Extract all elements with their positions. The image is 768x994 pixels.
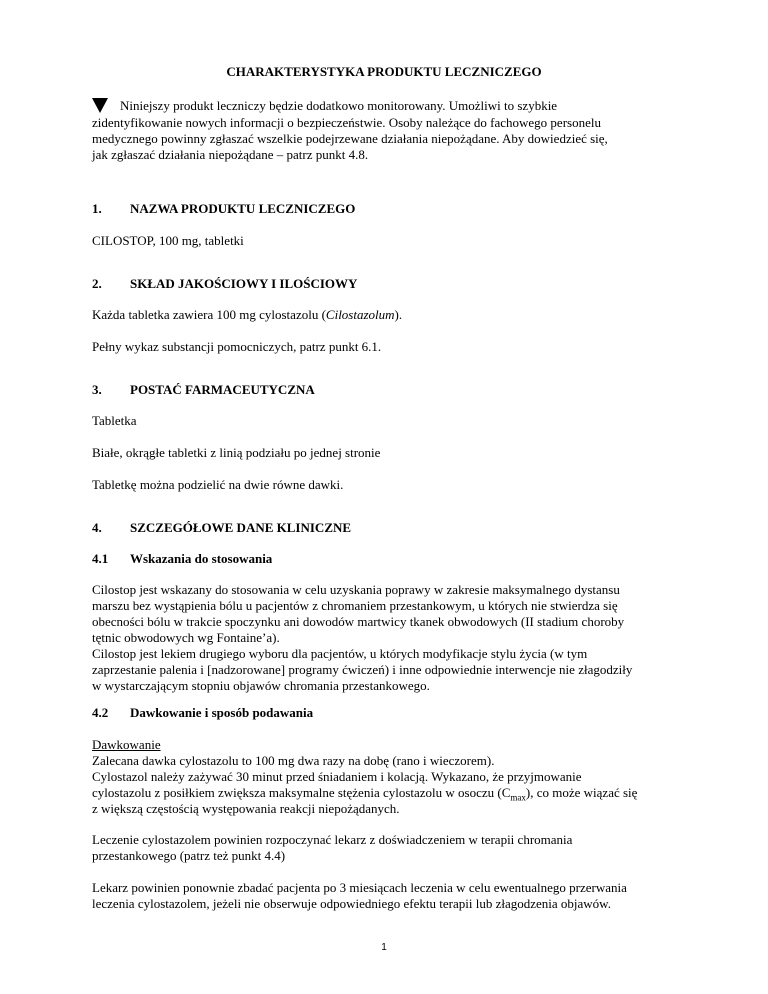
- section-2-composition: Każda tabletka zawiera 100 mg cylostazolu (Cilostazolum).: [92, 307, 403, 322]
- document-page: CHARAKTERYSTYKA PRODUKTU LECZNICZEGO Niniejszy produkt leczniczy będzie dodatkowo monitorowany. Umożliwi to szybkie zidentyfikowanie nowych informacji o bezpieczeństwie. Osoby należące do fachowego personelu medycznego powinny zgłaszać wszelkie podejrzewane działania niepożądane. Aby dowiedzieć się, jak zgłaszać działania niepożądane – patrz punkt 4.8. 1. NAZWA PRODUKTU LECZNICZEGO CILOSTOP, 100 mg, tabletki 2. SKŁAD JAKOŚCIOWY I ILOŚCIOWY Każda tabletka zawiera 100 mg cylostazolu (Cilostazolum). Pełny wykaz substancji pomocniczych, patrz punkt 6.1. 3. POSTAĆ FARMACEUTYCZNA Tabletka Białe, okrągłe tabletki z linią podziału po jednej stronie Tabletkę można podzielić na dwie równe dawki. 4. SZCZEGÓŁOWE DANE KLINICZNE 4.1 Wskazania do stosowania Cilostop jest wskazany do stosowania w celu uzyskania poprawy w zakresie maksymalnego dystansu marszu bez wystąpienia bólu u pacjentów z chromaniem przestankowym, u których nie stwierdza się obecności bólu w trakcie spoczynku ani dowodów martwicy tkanek obwodowych (II stadium choroby tętnic obwodowych wg Fontaine’a). Cilostop jest lekiem drugiego wyboru dla pacjentów, u których modyfikacje stylu życia (w tym zaprzestanie palenia i [nadzorowane] programy ćwiczeń) i inne odpowiednie interwencje nie złagodziły w wystarczającym stopniu objawów chromania przestankowego. 4.2 Dawkowanie i sposób podawania Dawkowanie Zalecana dawka cylostazolu to 100 mg dwa razy na dobę (rano i wieczorem). Cylostazol należy zażywać 30 minut przed śniadaniem i kolacją. Wykazano, że przyjmowanie cylostazolu z posiłkiem zwiększa maksymalne stężenia cylostazolu w osoczu $(C_{max})$, co może wiązać się z większą częstością występowania reakcji niepożądanych. Leczenie cylostazolem powinien rozpoczynać lekarz z doświadczeniem w terapii chromania przestankowego (patrz też punkt 4.4) Lekarz powinien ponownie zbadać pacjenta po 3 miesiącach leczenia w celu ewentualnego przerwania leczenia cylostazolem, jeżeli nie obserwuje odpowiedniego efektu terapii lub złagodzenia objawów. 1: [0, 0, 768, 994]
- document-title: CHARAKTERYSTYKA PRODUKTU LECZNICZEGO: [226, 64, 542, 79]
- section-4-2-reassessment: Lekarz powinien ponownie zbadać pacjenta po 3 miesiącach leczenia w celu ewentualnego przerwania leczenia cylostazolem, jeżeli nie obserwuje odpowiedniego efektu terapii lub złagodzenia objawów.: [92, 880, 627, 911]
- page-number: 1: [381, 942, 387, 953]
- monitoring-text: zidentyfikowanie nowych informacji o bezpieczeństwie. Osoby należące do fachowego personelu medycznego powinny zgłaszać wszelkie podejrzewane działania niepożądane. Aby dowiedzieć się, jak zgłaszać działania niepożądane – patrz punkt 4.8.: [92, 115, 608, 162]
- monitoring-line-1: Niniejszy produkt leczniczy będzie dodatkowo monitorowany. Umożliwi to szybkie: [120, 98, 558, 113]
- black-triangle-icon: [92, 98, 108, 113]
- section-3-form: Tabletka: [92, 413, 137, 428]
- section-2-excipients: Pełny wykaz substancji pomocniczych, patrz punkt 6.1.: [92, 339, 382, 354]
- section-3-division: Tabletkę można podzielić na dwie równe dawki.: [92, 477, 344, 492]
- section-3-description: Białe, okrągłe tabletki z linią podziału po jednej stronie: [92, 445, 381, 460]
- section-4-2-dosage: Dawkowanie Zalecana dawka cylostazolu to 100 mg dwa razy na dobę (rano i wieczorem). Cylostazol należy zażywać 30 minut przed śniadaniem i kolacją. Wykazano, że przyjmowanie cylostazolu z posiłkiem zwiększa maksymalne stężenia cylostazolu w osoczu $(C_{max})$, co może wiązać się z większą częstością występowania reakcji niepożądanych.: [92, 737, 682, 817]
- section-1-text: CILOSTOP, 100 mg, tabletki: [92, 233, 244, 248]
- section-4-1-text: Cilostop jest wskazany do stosowania w celu uzyskania poprawy w zakresie maksymalnego dystansu marszu bez wystąpienia bólu u pacjentów z chromaniem przestankowym, u których nie stwierdza się obecności bólu w trakcie spoczynku ani dowodów martwicy tkanek obwodowych (II stadium choroby tętnic obwodowych wg Fontaine’a). Cilostop jest lekiem drugiego wyboru dla pacjentów, u których modyfikacje stylu życia (w tym zaprzestanie palenia i [nadzorowane] programy ćwiczeń) i inne odpowiednie interwencje nie złagodziły w wystarczającym stopniu objawów chromania przestankowego.: [92, 582, 633, 693]
- section-4-2-treatment-start: Leczenie cylostazolem powinien rozpoczynać lekarz z doświadczeniem w terapii chromania przestankowego (patrz też punkt 4.4): [92, 832, 573, 863]
- dosage-subheading: Dawkowanie: [92, 737, 161, 752]
